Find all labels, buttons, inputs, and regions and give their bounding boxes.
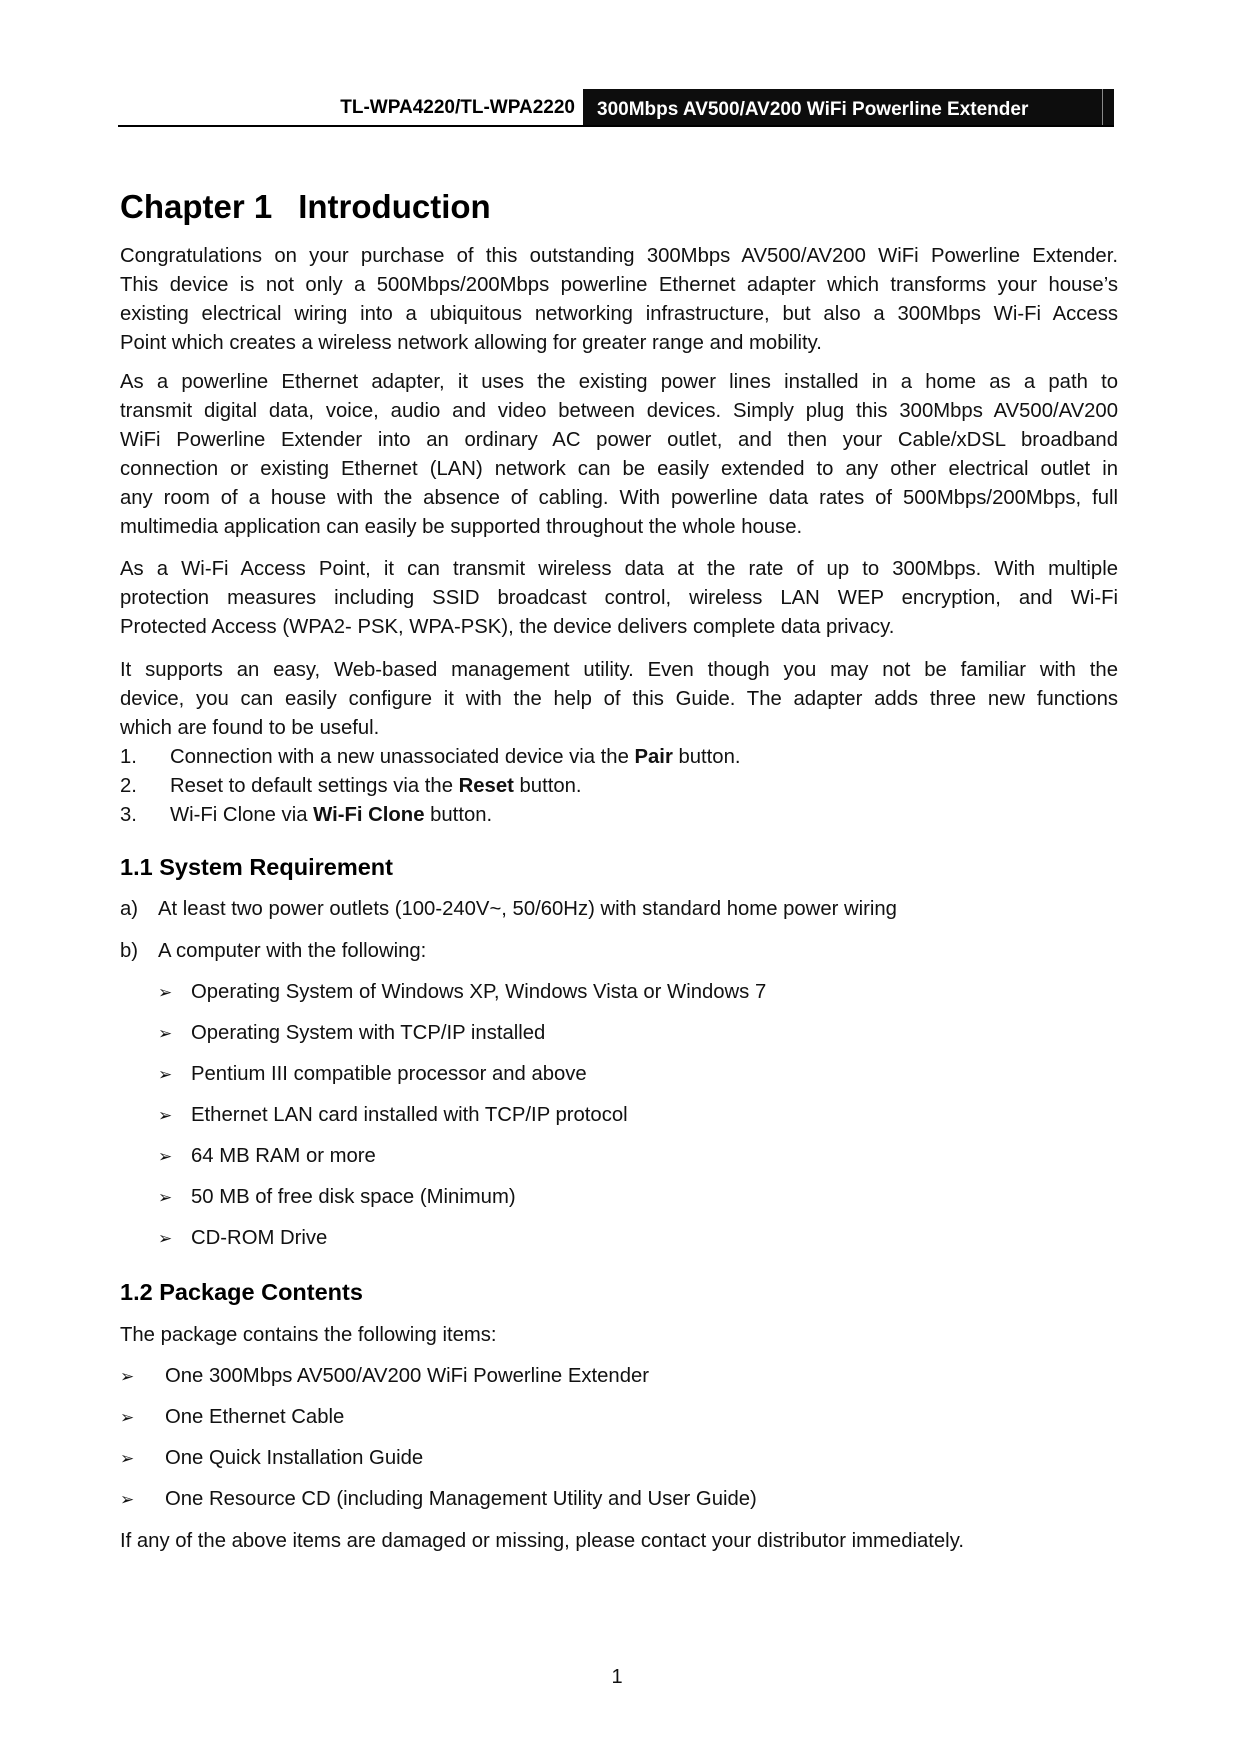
text-line: Protected Access (WPA2- PSK, WPA-PSK), the device delivers complete data privacy. [120, 616, 895, 638]
bullet-text: CD-ROM Drive [191, 1227, 328, 1249]
text-line: As a Wi-Fi Access Point, it can transmit wireless data at the rate of up to 300Mbps. With multiple [120, 558, 1118, 580]
item-text: Connection with a new unassociated device via the Pair button. [170, 746, 741, 768]
text-line: Congratulations on your purchase of this outstanding 300Mbps AV500/AV200 WiFi Powerline Extender. [120, 245, 1118, 267]
arrow-bullet-icon: ➢ [158, 1024, 173, 1043]
header-title: 300Mbps AV500/AV200 WiFi Powerline Extender [597, 99, 1029, 120]
arrow-bullet-icon: ➢ [120, 1449, 135, 1468]
arrow-bullet-icon: ➢ [120, 1408, 135, 1427]
pair-button-label: Pair [634, 746, 673, 768]
wifi-clone-button-label: Wi-Fi Clone [313, 804, 425, 826]
item-label: a) [120, 898, 139, 920]
item-text: A computer with the following: [158, 940, 427, 962]
arrow-bullet-icon: ➢ [120, 1490, 135, 1509]
text-line: This device is not only a 500Mbps/200Mbps powerline Ethernet adapter which transforms your house’s [120, 274, 1118, 296]
arrow-bullet-icon: ➢ [158, 983, 173, 1002]
header-model-name: TL-WPA4220/TL-WPA2220 [340, 97, 575, 118]
bullet-text: Operating System with TCP/IP installed [191, 1022, 546, 1044]
intro-paragraph-3 [120, 555, 1118, 642]
arrow-bullet-icon: ➢ [158, 1229, 173, 1248]
text-line: transmit digital data, voice, audio and video between devices. Simply plug this 300Mbps AV500/AV200 [120, 400, 1118, 422]
bullet-text: One Resource CD (including Management Utility and User Guide) [165, 1488, 757, 1510]
text-line: connection or existing Ethernet (LAN) network can be easily extended to any other electrical outlet in [120, 458, 1118, 480]
bullet-text: One Ethernet Cable [165, 1406, 345, 1428]
page-number: 1 [611, 1666, 623, 1688]
bullet-text: 50 MB of free disk space (Minimum) [191, 1186, 516, 1208]
item-number: 3. [120, 804, 137, 826]
text-line: As a powerline Ethernet adapter, it uses the existing power lines installed in a home as a path to [120, 371, 1118, 393]
chapter-name: Introduction [298, 188, 491, 225]
item-number: 1. [120, 746, 137, 768]
reset-button-label: Reset [458, 775, 514, 797]
intro-paragraph-2 [120, 368, 1118, 542]
header-stripe [1102, 89, 1103, 127]
bullet-text: One Quick Installation Guide [165, 1447, 424, 1469]
arrow-bullet-icon: ➢ [158, 1106, 173, 1125]
bullet-text: 64 MB RAM or more [191, 1145, 376, 1167]
text-line: multimedia application can easily be supported throughout the whole house. [120, 516, 803, 538]
arrow-bullet-icon: ➢ [158, 1065, 173, 1084]
bullet-text: Pentium III compatible processor and above [191, 1063, 587, 1085]
item-label: b) [120, 940, 139, 962]
section-heading-package-contents: 1.2 Package Contents [120, 1279, 363, 1305]
bullet-text: One 300Mbps AV500/AV200 WiFi Powerline Extender [165, 1365, 650, 1387]
text-line: It supports an easy, Web-based management utility. Even though you may not be familiar with the [120, 659, 1118, 681]
section-heading-system-requirement: 1.1 System Requirement [120, 854, 393, 880]
text-line: WiFi Powerline Extender into an ordinary AC power outlet, and then your Cable/xDSL broadband [120, 429, 1118, 451]
text-line: any room of a house with the absence of cabling. With powerline data rates of 500Mbps/200Mbps, full [120, 487, 1118, 509]
bullet-text: Operating System of Windows XP, Windows Vista or Windows 7 [191, 981, 767, 1003]
item-text: At least two power outlets (100-240V~, 50/60Hz) with standard home power wiring [158, 898, 897, 920]
header-title-banner [583, 89, 1114, 127]
package-intro: The package contains the following items: [120, 1324, 497, 1346]
intro-paragraph-4 [120, 656, 1118, 743]
arrow-bullet-icon: ➢ [158, 1188, 173, 1207]
item-text: Wi-Fi Clone via Wi-Fi Clone button. [170, 804, 493, 826]
text-line: device, you can easily configure it with the help of this Guide. The adapter adds three new functions [120, 688, 1118, 710]
intro-paragraph-1 [120, 242, 1118, 358]
header-rule [118, 125, 1114, 127]
bullet-text: Ethernet LAN card installed with TCP/IP protocol [191, 1104, 628, 1126]
text-line: existing electrical wiring into a ubiquitous networking infrastructure, but also a 300Mbps Wi-Fi Access [120, 303, 1118, 325]
arrow-bullet-icon: ➢ [120, 1367, 135, 1386]
text-line: which are found to be useful. [120, 717, 380, 739]
text-line: Point which creates a wireless network allowing for greater range and mobility. [120, 332, 822, 354]
item-text: Reset to default settings via the Reset button. [170, 775, 582, 797]
chapter-title [120, 187, 491, 227]
arrow-bullet-icon: ➢ [158, 1147, 173, 1166]
item-number: 2. [120, 775, 137, 797]
package-footer-note: If any of the above items are damaged or missing, please contact your distributor immediately. [120, 1530, 964, 1552]
chapter-label: Chapter 1 [120, 188, 273, 225]
text-line: protection measures including SSID broadcast control, wireless LAN WEP encryption, and Wi-Fi [120, 587, 1118, 609]
